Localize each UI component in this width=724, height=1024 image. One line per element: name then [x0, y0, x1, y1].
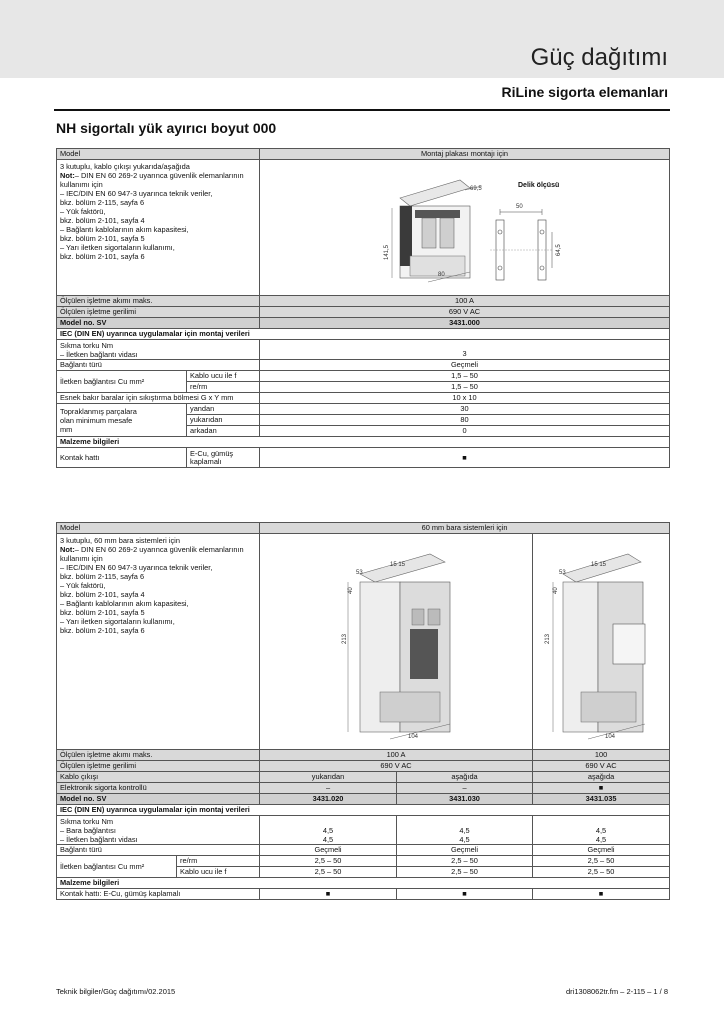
dim-80: 80	[438, 272, 445, 278]
contact-sublabel: E-Cu, gümüş kaplamalı	[187, 448, 260, 468]
disconnector-drawing	[348, 554, 450, 739]
product-drawing-cell	[260, 160, 670, 296]
dim-104: 104	[408, 734, 419, 740]
table-row	[57, 307, 670, 318]
torque-sublabel-1: – Bara bağlantısı	[60, 825, 116, 835]
busbar-drawing-2	[533, 534, 670, 746]
torque-label: Sıkma torku Nm	[60, 816, 113, 826]
current-label: Ölçülen işletme akımı maks.	[57, 296, 260, 307]
conn-type-value: Geçmeli	[397, 845, 533, 856]
ground-r2-label: yukarıdan	[187, 415, 260, 426]
dim-64-5: 64,5	[556, 244, 562, 256]
table-row	[57, 889, 670, 900]
dim-40: 40	[348, 587, 355, 594]
conn-type-label: Bağlantı türü	[57, 360, 260, 371]
description: 3 kutuplu, kablo çıkışı yukarıda/aşağıda	[60, 162, 190, 171]
torque-value: 4,5	[322, 835, 334, 844]
cu-r2-label: Kablo ucu ile f	[177, 867, 260, 878]
model-no-label: Model no. SV	[57, 318, 260, 329]
ground-r3-value: 0	[260, 426, 670, 437]
table-row	[57, 329, 670, 340]
spec-table-1	[56, 148, 670, 468]
cu-r1-label: Kablo ucu ile f	[187, 371, 260, 382]
elec-label: Elektronik sigorta kontrollü	[57, 783, 260, 794]
busbar-label: Esnek bakır baralar için sıkıştırma bölmesi G x Y mm	[57, 393, 260, 404]
busbar-drawing-cell-1	[260, 534, 533, 750]
hole-pattern-drawing	[490, 209, 552, 280]
model-no-value: 3431.000	[260, 318, 670, 329]
model-no-value-3: 3431.035	[533, 794, 670, 805]
torque-values-1	[260, 816, 397, 845]
torque-label-cell	[57, 340, 260, 360]
mount-header: Montaj plakası montajı için	[260, 149, 670, 160]
disconnector-drawing	[392, 180, 482, 282]
table-row	[57, 393, 670, 404]
iec-heading: IEC (DIN EN) uyarınca uygulamalar için montaj verileri	[57, 329, 670, 340]
notes-text: – DIN EN 60 269-2 uyarınca güvenlik elemanlarının kullanımı için – IEC/DIN EN 60 947-3 uyarınca teknik veriler, bkz. bölüm 2-115, sayfa 6 – Yük faktörü, bkz. bölüm 2-101, sayfa 4 – Bağlantı kablolarının akım kapasitesi, bkz. bölüm 2-101, sayfa 5 – Yarı iletken sigortaların kullanımı, bkz. bölüm 2-101, sayfa 6	[60, 171, 244, 261]
torque-value: 4,5	[459, 826, 470, 835]
ground-label: Topraklanmış parçalara olan minimum mesafe mm	[57, 404, 187, 437]
mount-header: 60 mm bara sistemleri için	[260, 523, 670, 534]
ground-r3-label: arkadan	[187, 426, 260, 437]
torque-value: 3	[260, 340, 670, 360]
cu-r2-value: 2,5 – 50	[260, 867, 397, 878]
elec-value-2: –	[397, 783, 533, 794]
cable-value-2: aşağıda	[397, 772, 533, 783]
notes-cell	[57, 160, 260, 296]
table-row	[57, 761, 670, 772]
table-row	[57, 404, 670, 415]
voltage-label: Ölçülen işletme gerilimi	[57, 307, 260, 318]
description: 3 kutuplu, 60 mm bara sistemleri için	[60, 536, 180, 545]
torque-label: Sıkma torku Nm	[60, 340, 113, 350]
table-row	[57, 878, 670, 889]
cu-label: İletken bağlantısı Cu mm²	[57, 856, 177, 878]
cu-r1-value: 2,5 – 50	[260, 856, 397, 867]
dim-53: 53	[559, 570, 566, 576]
dim-53: 53	[356, 570, 363, 576]
dim-213: 213	[545, 633, 552, 644]
torque-value: 4,5	[595, 835, 607, 844]
material-heading: Malzeme bilgileri	[57, 878, 670, 889]
ground-r1-label: yandan	[187, 404, 260, 415]
cu-r2-value: 2,5 – 50	[533, 867, 670, 878]
model-no-value-1: 3431.020	[260, 794, 397, 805]
cable-label: Kablo çıkışı	[57, 772, 260, 783]
table-row	[57, 534, 670, 750]
table-row	[57, 816, 670, 845]
page-subtitle: RiLine sigorta elemanları	[501, 84, 668, 100]
torque-values-2	[397, 816, 533, 845]
notes-cell	[57, 534, 260, 750]
note-heading: Not:	[60, 545, 75, 554]
torque-value: 4,5	[459, 835, 470, 844]
torque-value: 4,5	[595, 826, 607, 835]
busbar-drawing-cell-2	[533, 534, 670, 750]
note-heading: Not:	[60, 171, 75, 180]
cu-r2-value: 1,5 – 50	[260, 382, 670, 393]
product-drawing	[260, 160, 670, 292]
torque-sublabel: – İletken bağlantı vidası	[60, 349, 138, 359]
spec-table-2	[56, 522, 670, 900]
table-row	[57, 794, 670, 805]
footer-right: dri1308062tr.fm – 2-115 – 1 / 8	[565, 987, 668, 996]
conn-type-value: Geçmeli	[260, 360, 670, 371]
model-header: Model	[57, 523, 260, 534]
table-row	[57, 149, 670, 160]
ground-r2-value: 80	[260, 415, 670, 426]
cu-r1-label: re/rm	[177, 856, 260, 867]
current-label: Ölçülen işletme akımı maks.	[57, 750, 260, 761]
ground-r1-value: 30	[260, 404, 670, 415]
cu-r2-label: re/rm	[187, 382, 260, 393]
table-row	[57, 750, 670, 761]
torque-value: 4,5	[322, 826, 334, 835]
elec-value-3: ■	[533, 783, 670, 794]
table-row	[57, 318, 670, 329]
dim-50: 50	[516, 204, 523, 210]
footer-left: Teknik bilgiler/Güç dağıtımı/02.2015	[56, 987, 176, 996]
busbar-value: 10 x 10	[260, 393, 670, 404]
table-row	[57, 296, 670, 307]
header-rule	[54, 109, 670, 111]
contact-label: Kontak hattı	[57, 448, 187, 468]
cu-r1-value: 2,5 – 50	[397, 856, 533, 867]
busbar-drawing-1	[260, 534, 533, 746]
dim-69-5: 69,5	[470, 186, 482, 192]
notes-text: – DIN EN 60 269-2 uyarınca güvenlik elemanlarının kullanımı için – IEC/DIN EN 60 947-3 uyarınca teknik veriler, bkz. bölüm 2-115, sayfa 6 – Yük faktörü, bkz. bölüm 2-101, sayfa 4 – Bağlantı kablolarının akım kapasitesi, bkz. bölüm 2-101, sayfa 5 – Yarı iletken sigortaların kullanımı, bkz. bölüm 2-101, sayfa 6	[60, 545, 244, 635]
conn-type-value: Geçmeli	[260, 845, 397, 856]
contact-value: ■	[260, 889, 397, 900]
table-row	[57, 448, 670, 468]
contact-label: Kontak hattı: E-Cu, gümüş kaplamalı	[57, 889, 260, 900]
hole-label: Delik ölçüsü	[518, 182, 560, 189]
table-row	[57, 523, 670, 534]
conn-type-label: Bağlantı türü	[57, 845, 260, 856]
voltage-label: Ölçülen işletme gerilimi	[57, 761, 260, 772]
current-value: 100 A	[260, 296, 670, 307]
dim-15-15: 15 15	[591, 562, 607, 568]
voltage-value: 690 V AC	[260, 307, 670, 318]
disconnector-drawing	[553, 554, 645, 739]
cu-label: İletken bağlantısı Cu mm²	[57, 371, 187, 393]
page-title: Güç dağıtımı	[530, 44, 668, 71]
table-row	[57, 437, 670, 448]
table-row	[57, 371, 670, 382]
dim-213: 213	[342, 633, 349, 644]
current-value-1: 100 A	[260, 750, 533, 761]
conn-type-value: Geçmeli	[533, 845, 670, 856]
material-heading: Malzeme bilgileri	[57, 437, 670, 448]
elec-value-1: –	[260, 783, 397, 794]
table-row	[57, 160, 670, 296]
voltage-value-2: 690 V AC	[533, 761, 670, 772]
cu-r1-value: 2,5 – 50	[533, 856, 670, 867]
model-no-value-2: 3431.030	[397, 794, 533, 805]
dim-141-5: 141,5	[384, 244, 390, 260]
current-value-2: 100	[533, 750, 670, 761]
model-header: Model	[57, 149, 260, 160]
table-row	[57, 805, 670, 816]
cable-value-1: yukarıdan	[260, 772, 397, 783]
iec-heading: IEC (DIN EN) uyarınca uygulamalar için montaj verileri	[57, 805, 670, 816]
torque-label-cell	[57, 816, 260, 845]
cu-r1-value: 1,5 – 50	[260, 371, 670, 382]
contact-value: ■	[397, 889, 533, 900]
dim-104: 104	[605, 734, 616, 740]
voltage-value-1: 690 V AC	[260, 761, 533, 772]
dim-15-15: 15 15	[390, 562, 406, 568]
torque-sublabel-2: – İletken bağlantı vidası	[60, 834, 138, 844]
cu-r2-value: 2,5 – 50	[397, 867, 533, 878]
table-row	[57, 360, 670, 371]
torque-values-3	[533, 816, 670, 845]
model-no-label: Model no. SV	[57, 794, 260, 805]
contact-value: ■	[260, 448, 670, 468]
table-row	[57, 845, 670, 856]
dim-40: 40	[553, 587, 560, 594]
table-row	[57, 772, 670, 783]
table-row	[57, 856, 670, 867]
cable-value-3: aşağıda	[533, 772, 670, 783]
table-row	[57, 783, 670, 794]
table-row	[57, 340, 670, 360]
section-title: NH sigortalı yük ayırıcı boyut 000	[56, 120, 277, 136]
contact-value: ■	[533, 889, 670, 900]
